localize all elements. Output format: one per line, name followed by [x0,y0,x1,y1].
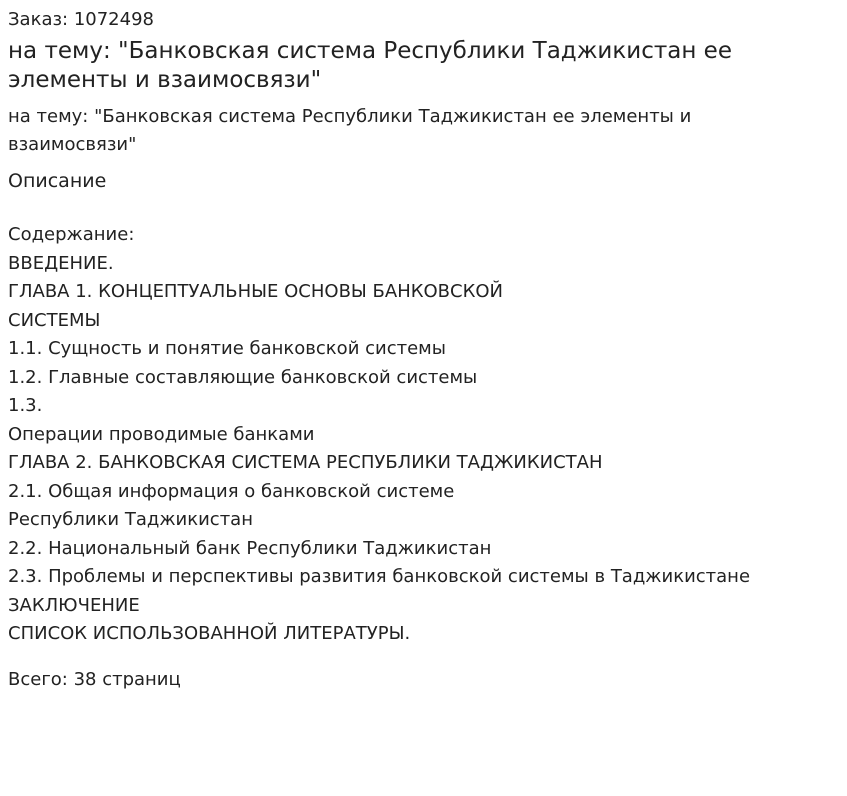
contents-item-2-1-cont: Республики Таджикистан [8,509,253,530]
table-of-contents [8,221,839,649]
document-title: на тему: "Банковская система Республики Таджикистан ее элементы и взаимосвязи" [8,38,732,93]
contents-item-introduction: ВВЕДЕНИЕ. [8,252,114,274]
contents-item-chapter-1: ГЛАВА 1. КОНЦЕПТУАЛЬНЫЕ ОСНОВЫ БАНКОВСКОЙ [8,281,504,302]
contents-item-2-2: 2.2. Национальный банк Республики Таджикистан [8,537,492,559]
total-pages: Всего: 38 страниц [8,668,181,690]
description-heading: Описание [8,170,107,192]
contents-item-1-3-cont: Операции проводимые банками [8,423,315,445]
contents-item-1-1: 1.1. Сущность и понятие банковской системы [8,338,446,359]
contents-item-2-3: 2.3. Проблемы и перспективы развития банковской системы в Таджикистане [8,566,751,587]
document-subtitle: на тему: "Банковская система Республики Таджикистан ее элементы и взаимосвязи" [8,106,692,155]
contents-item-chapter-2: ГЛАВА 2. БАНКОВСКАЯ СИСТЕМА РЕСПУБЛИКИ ТАДЖИКИСТАН [8,452,603,473]
contents-item-conclusion: ЗАКЛЮЧЕНИЕ [8,594,140,616]
contents-item-1-3: 1.3. [8,395,43,416]
contents-item-2-1: 2.1. Общая информация о банковской системе [8,480,455,502]
contents-item-bibliography: СПИСОК ИСПОЛЬЗОВАННОЙ ЛИТЕРАТУРЫ. [8,623,411,644]
contents-heading: Содержание: [8,224,135,245]
contents-item-chapter-1-cont: СИСТЕМЫ [8,309,101,331]
contents-item-1-2: 1.2. Главные составляющие банковской системы [8,366,478,388]
order-number: Заказ: 1072498 [8,9,154,30]
